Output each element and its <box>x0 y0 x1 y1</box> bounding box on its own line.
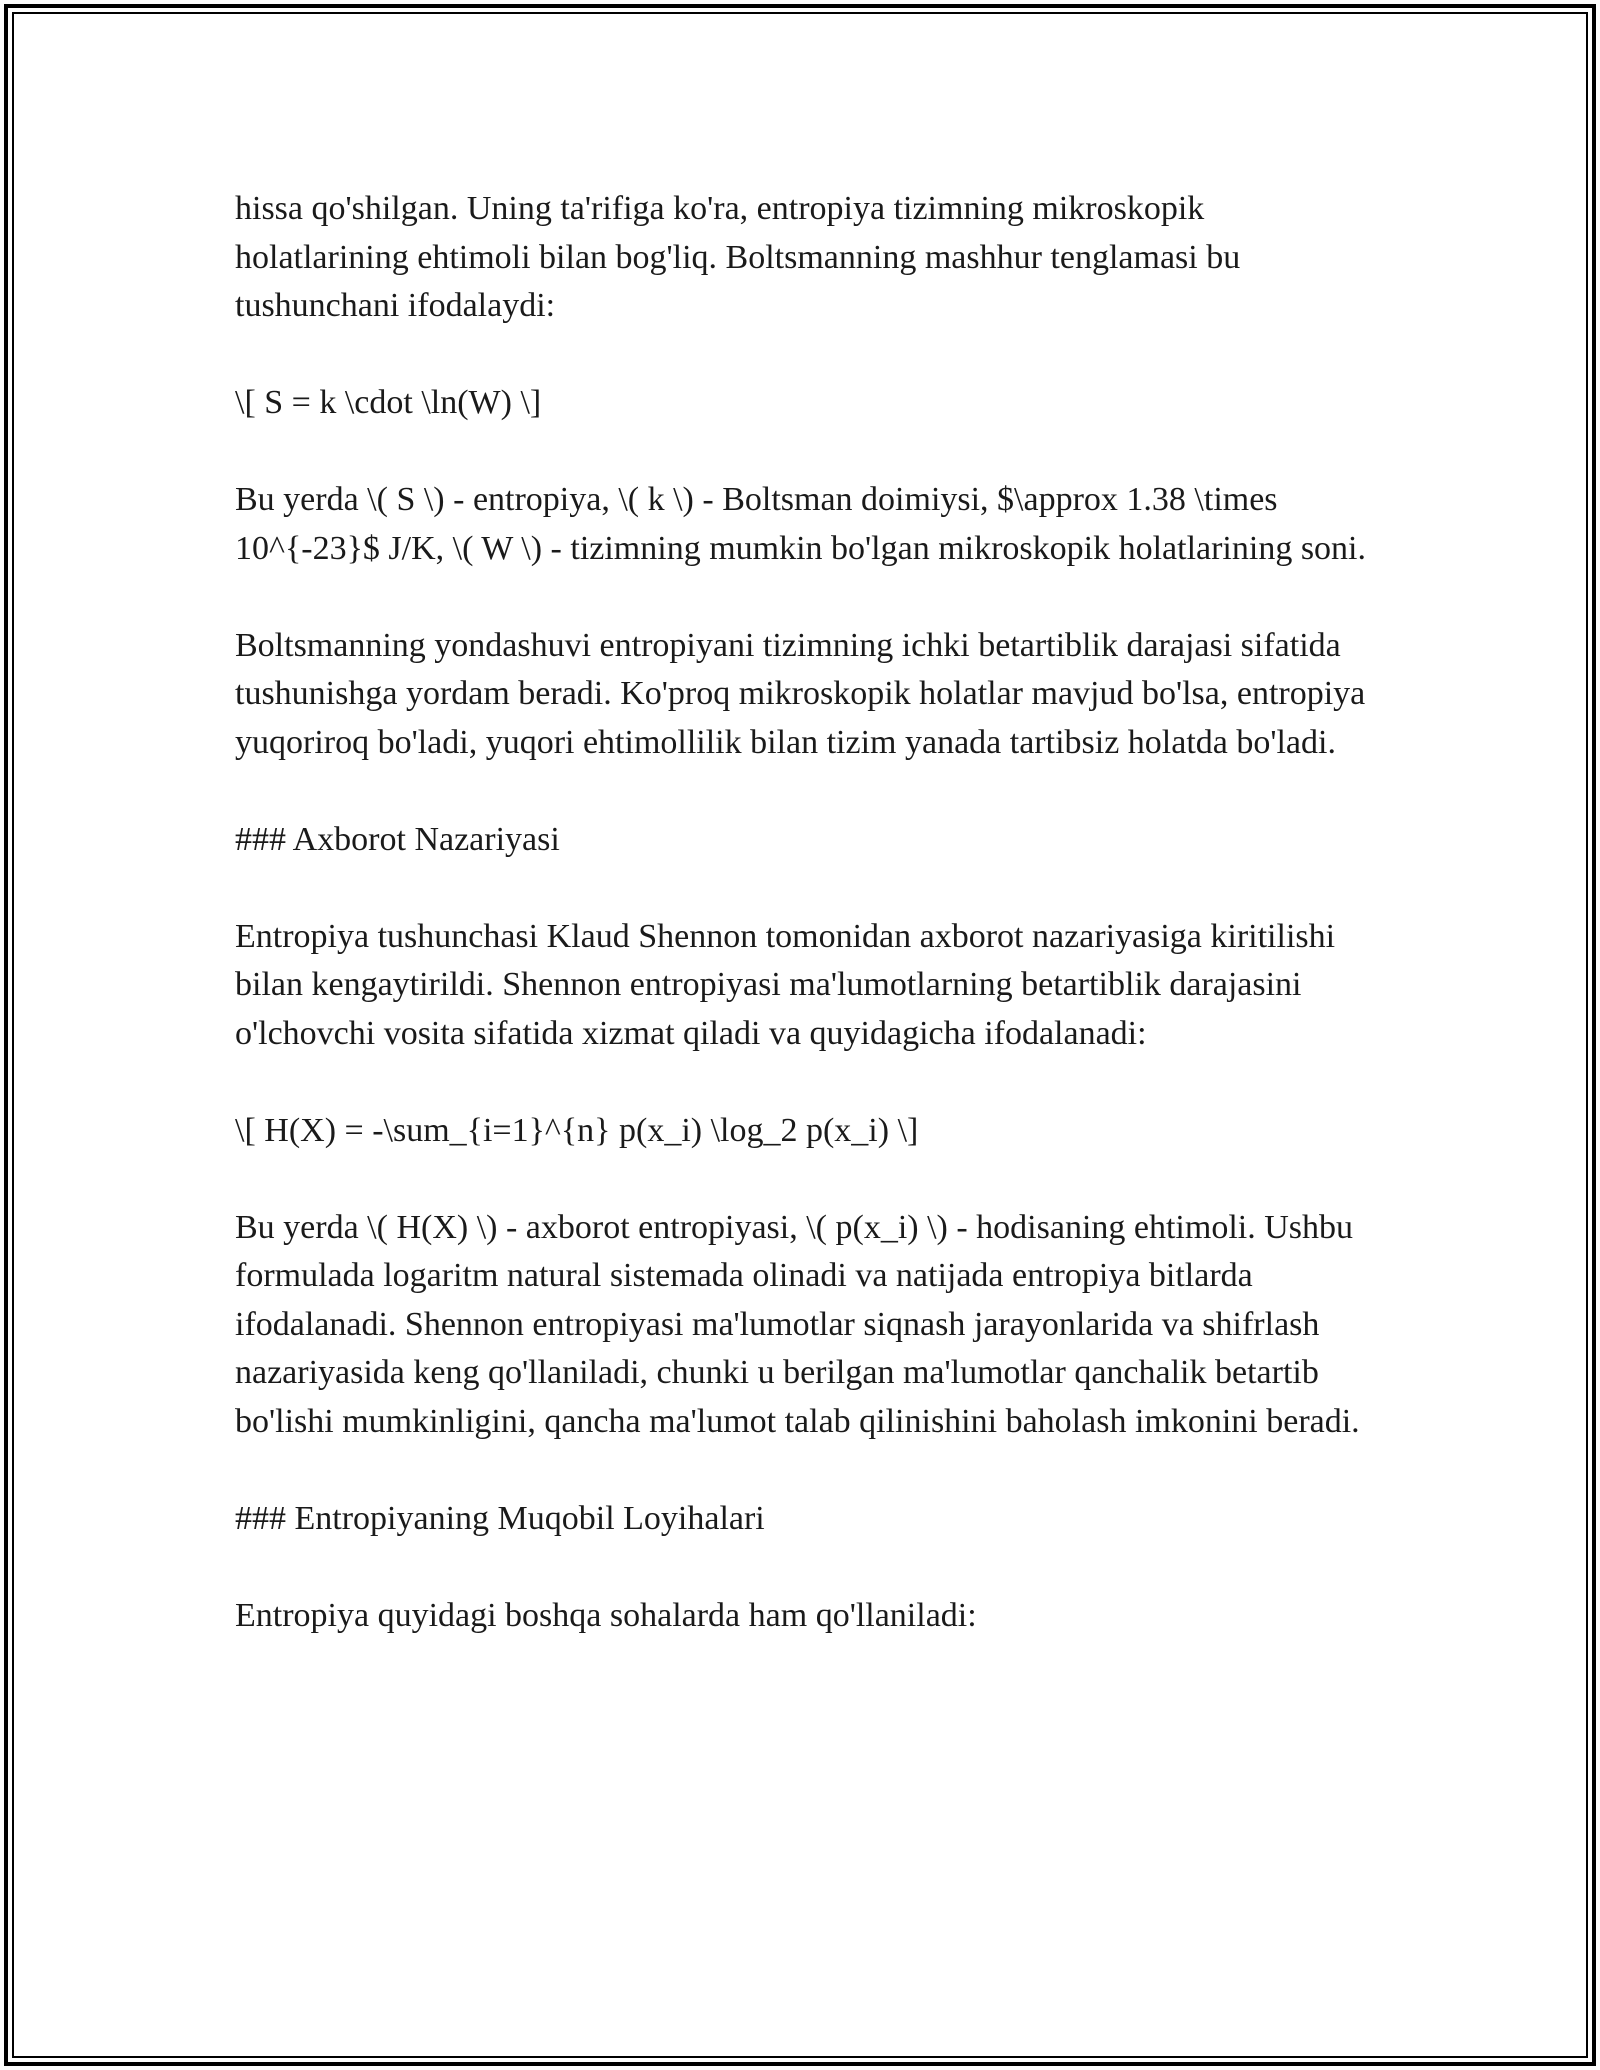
document-body <box>235 185 1375 1689</box>
paragraph-shannon-intro: Entropiya tushunchasi Klaud Shennon tomonidan axborot nazariyasiga kiritilishi bilan kengaytirildi. Shennon entropiyasi ma'lumotlarning betartiblik darajasini o'lchovchi vosita sifatida xizmat qiladi va quyidagicha ifodalanadi: <box>235 917 1344 1052</box>
heading-alternative-projects: ### Entropiyaning Muqobil Loyihalari <box>235 1499 765 1537</box>
formula-boltzmann: \[ S = k \cdot \ln(W) \] <box>235 384 542 421</box>
paragraph-other-fields: Entropiya quyidagi boshqa sohalarda ham qo'llaniladi: <box>235 1596 977 1634</box>
paragraph-shannon-terms: Bu yerda \( H(X) \) - axborot entropiyasi, \( p(x_i) \) - hodisaning ehtimoli. Ushbu formulada logaritm natural sistemada olinadi va natijada entropiya bitlarda ifodalanadi. Shennon entropiyasi ma'lumotlar siqnash jarayonlarida va shifrlash nazariyasida keng qo'llaniladi, chunki u berilgan ma'lumotlar qanchalik betartib bo'lishi mumkinligini, qancha ma'lumot talab qilinishini baholash imkonini beradi. <box>235 1208 1362 1440</box>
formula-shannon: \[ H(X) = -\sum_{i=1}^{n} p(x_i) \log_2 p(x_i) \] <box>235 1111 919 1149</box>
heading-information-theory: ### Axborot Nazariyasi <box>235 820 560 858</box>
paragraph-boltzmann-intro: hissa qo'shilgan. Uning ta'rifiga ko'ra, entropiya tizimning mikroskopik holatlarining ehtimoli bilan bog'liq. Boltsmanning mashhur tenglamasi bu tushunchani ifodalaydi: <box>235 190 1249 324</box>
paragraph-boltzmann-terms: Bu yerda \( S \) - entropiya, \( k \) - Boltsman doimiysi, $\approx 1.38 \times 10^{-23}$ J/K, \( W \) - tizimning mumkin bo'lgan mikroskopik holatlarining soni. <box>235 481 1366 567</box>
paragraph-boltzmann-approach: Boltsmanning yondashuvi entropiyani tizimning ichki betartiblik darajasi sifatida tushunishga yordam beradi. Ko'proq mikroskopik holatlar mavjud bo'lsa, entropiya yuqoriroq bo'ladi, yuqori ehtimollilik bilan tizim yanada tartibsiz holatda bo'ladi. <box>235 626 1374 761</box>
